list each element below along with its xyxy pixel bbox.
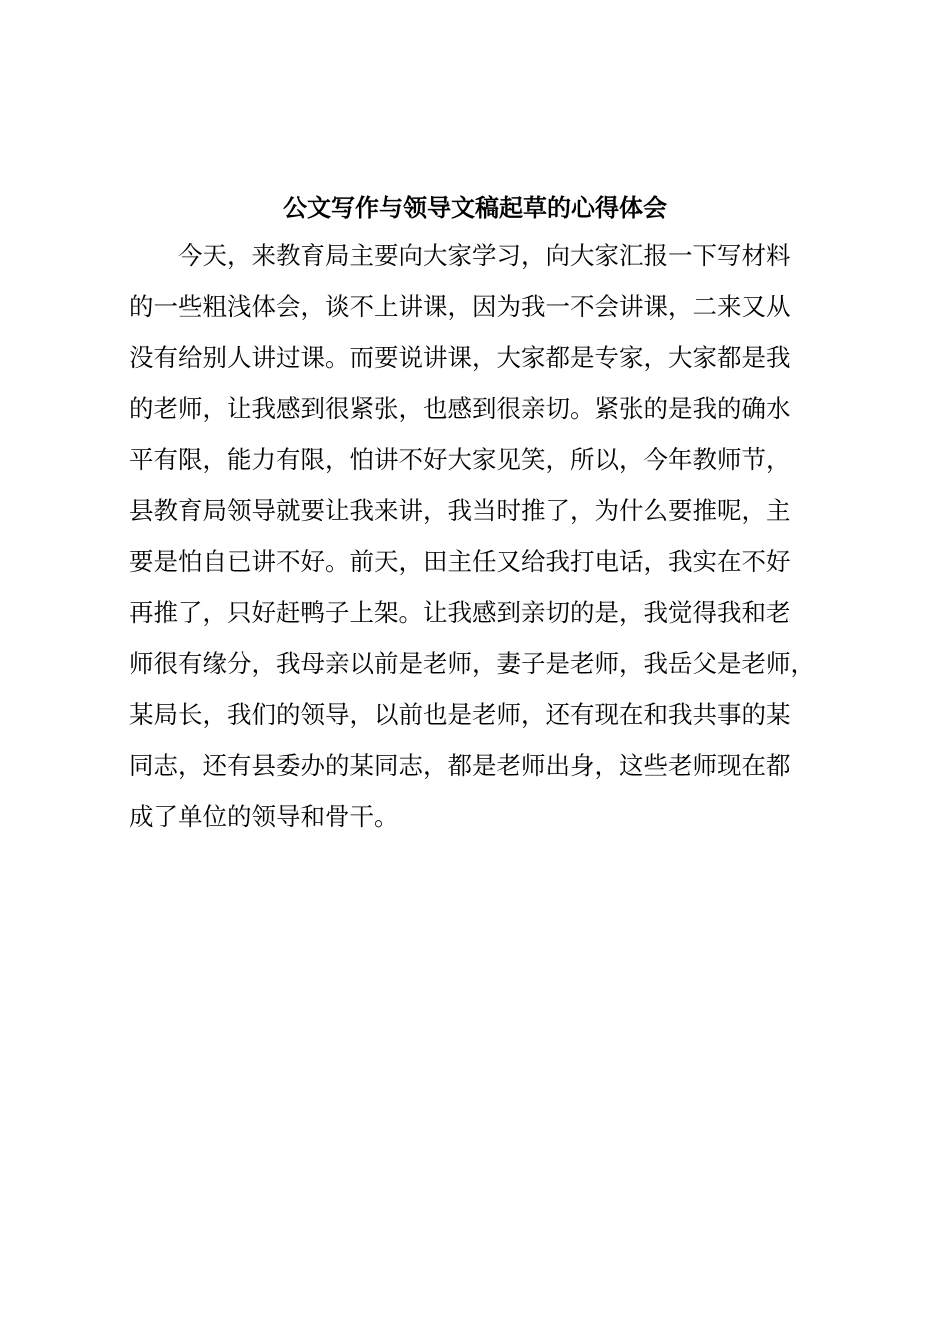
paragraph-line: 要是怕自已讲不好。前天，田主任又给我打电话，我实在不好: [129, 547, 791, 576]
paragraph-line: 同志，还有县委办的某同志，都是老师出身，这些老师现在都: [129, 751, 791, 780]
paragraph-line: 平有限，能力有限，怕讲不好大家见笑，所以，今年教师节，: [129, 445, 791, 474]
paragraph-line: 成了单位的领导和骨干。: [129, 802, 399, 831]
paragraph-line: 师很有缘分，我母亲以前是老师，妻子是老师，我岳父是老师，: [129, 649, 815, 678]
document-title: 公文写作与领导文稿起草的心得体会: [283, 193, 667, 222]
paragraph-line: 今天，来教育局主要向大家学习，向大家汇报一下写材料: [178, 241, 791, 270]
paragraph-line: 的一些粗浅体会，谈不上讲课，因为我一不会讲课，二来又从: [129, 292, 791, 321]
paragraph-line: 某局长，我们的领导，以前也是老师，还有现在和我共事的某: [129, 700, 791, 729]
paragraph-line: 再推了，只好赶鸭子上架。让我感到亲切的是，我觉得我和老: [129, 598, 791, 627]
paragraph-line: 没有给别人讲过课。而要说讲课，大家都是专家，大家都是我: [129, 343, 791, 372]
paragraph-line: 的老师，让我感到很紧张，也感到很亲切。紧张的是我的确水: [129, 394, 791, 423]
paragraph-line: 县教育局领导就要让我来讲，我当时推了，为什么要推呢，主: [129, 496, 791, 525]
